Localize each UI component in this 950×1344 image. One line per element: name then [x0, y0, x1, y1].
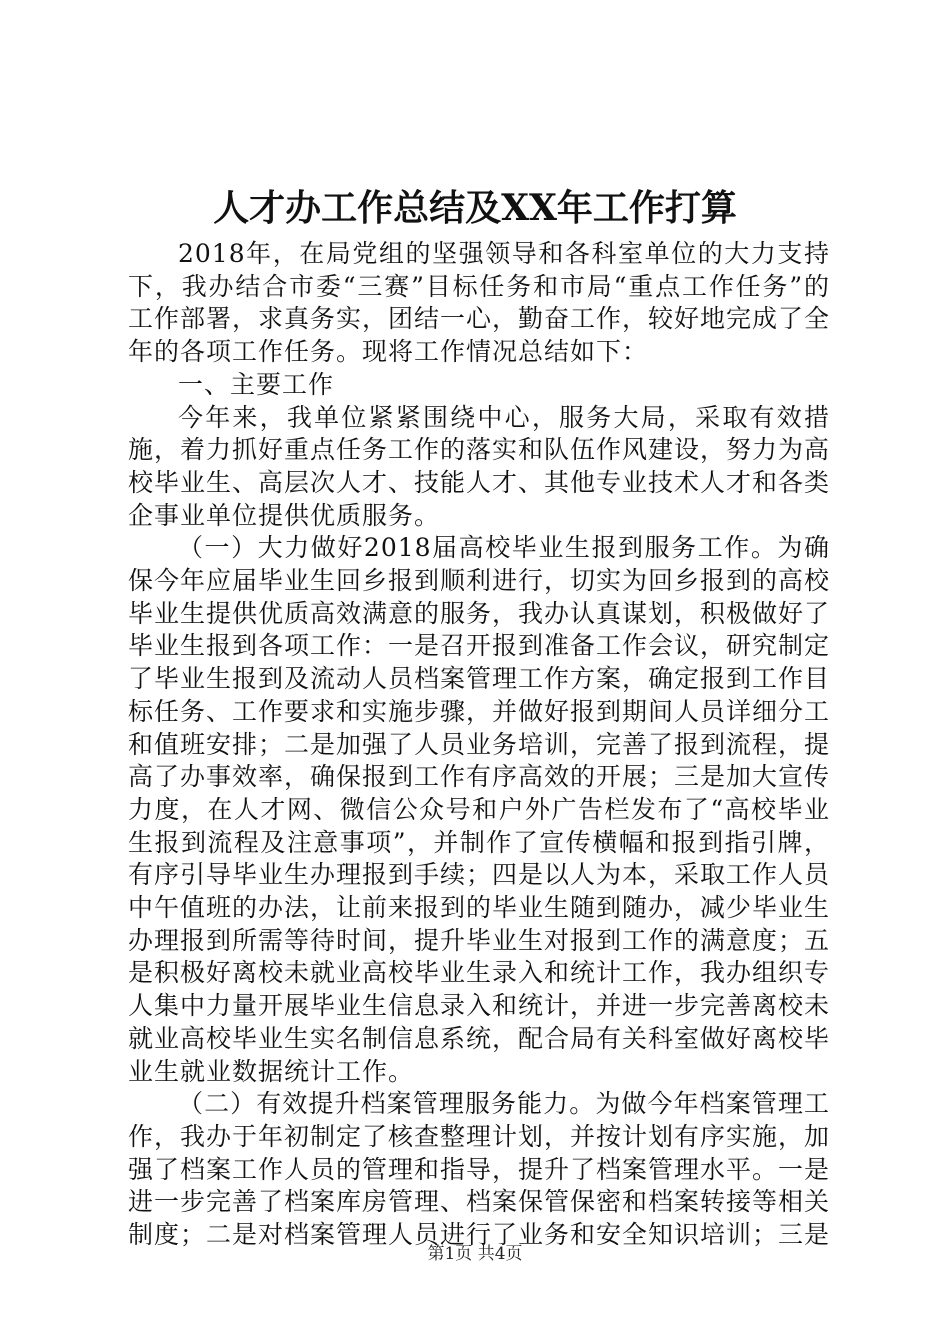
intro-paragraph: 2018年，在局党组的坚强领导和各科室单位的大力支持下，我办结合市委“三赛”目标任务和市局“重点工作任务”的工作部署，求真务实，团结一心，勤奋工作，较好地完成了全年的各项工作任务。现将工作情况总结如下： [128, 239, 831, 367]
main-work-paragraph: 今年来，我单位紧紧围绕中心，服务大局，采取有效措施，着力抓好重点任务工作的落实和队伍作风建设，努力为高校毕业生、高层次人才、技能人才、其他专业技术人才和各类企事业单位提供优质服务。 [128, 402, 831, 530]
document-body [128, 238, 830, 1252]
page-footer: 第1页 共4页 [427, 1244, 523, 1264]
section-2-paragraph: （二）有效提升档案管理服务能力。为做今年档案管理工作，我办于年初制定了核查整理计划，并按计划有序实施，加强了档案工作人员的管理和指导，提升了档案管理水平。一是进一步完善了档案库房管理、档案保管保密和档案转接等相关制度；二是对档案管理人员进行了业务和安全知识培训；三是 [128, 1089, 831, 1250]
section-heading-main-work: 一、主要工作 [178, 369, 335, 399]
document-title: 人才办工作总结及XX年工作打算 [213, 187, 737, 229]
section-1-paragraph: （一）大力做好2018届高校毕业生报到服务工作。为确保今年应届毕业生回乡报到顺利进行，切实为回乡报到的高校毕业生提供优质高效满意的服务，我办认真谋划，积极做好了毕业生报到各项工作：一是召开报到准备工作会议，研究制定了毕业生报到及流动人员档案管理工作方案，确定报到工作目标任务、工作要求和实施步骤，并做好报到期间人员详细分工和值班安排；二是加强了人员业务培训，完善了报到流程，提高了办事效率，确保报到工作有序高效的开展；三是加大宣传力度，在人才网、微信公众号和户外广告栏发布了“高校毕业生报到流程及注意事项”，并制作了宣传横幅和报到指引牌，有序引导毕业生办理报到手续；四是以人为本，采取工作人员中午值班的办法，让前来报到的毕业生随到随办，减少毕业生办理报到所需等待时间，提升毕业生对报到工作的满意度；五是积极好离校未就业高校毕业生录入和统计工作，我办组织专人集中力量开展毕业生信息录入和统计，并进一步完善离校未就业高校毕业生实名制信息系统，配合局有关科室做好离校毕业生就业数据统计工作。 [128, 533, 831, 1086]
